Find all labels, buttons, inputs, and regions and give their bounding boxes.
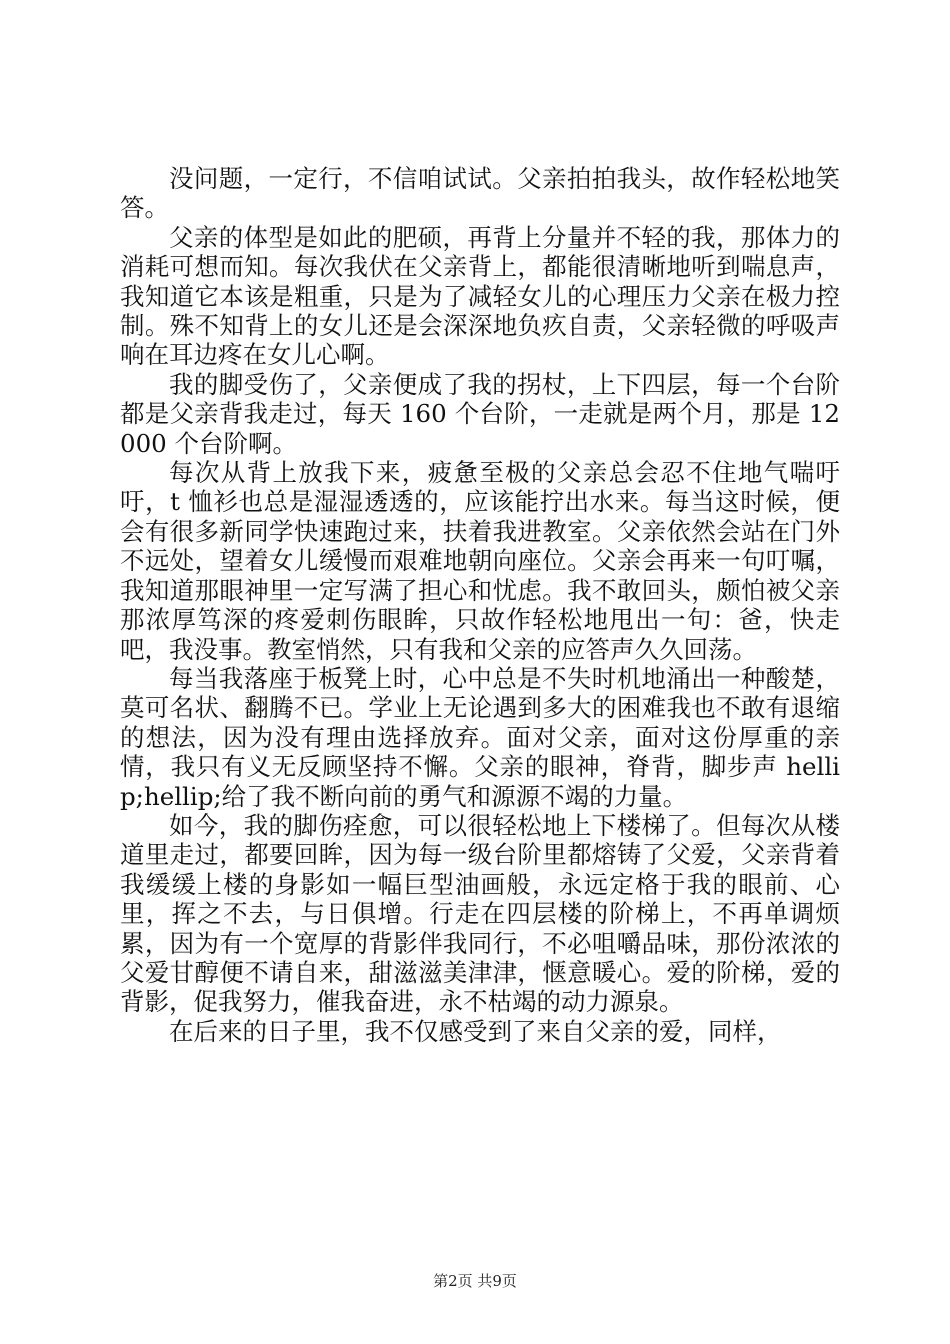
paragraph: 没问题，一定行，不信咱试试。父亲拍拍我头，故作轻松地笑答。: [120, 164, 840, 223]
paragraph: 在后来的日子里，我不仅感受到了来自父亲的爱，同样，: [169, 1016, 782, 1046]
paragraph: 每次从背上放我下来，疲惫至极的父亲总会忍不住地气喘吁吁，t 恤衫也总是湿湿透透的，应该能拧出水来。每当这时候，便会有很多新同学快速跑过来，扶着我进教室。父亲依然会站在门外不远处，望着女儿缓慢而艰难地朝向座位。父亲会再来一句叮嘱，我知道那眼神里一定写满了担心和忧虑。我不敢回头，颇怕被父亲那浓厚笃深的疼爱刺伤眼眸，只故作轻松地甩出一句：爸，快走吧，我没事。教室悄然，只有我和父亲的应答声久久回荡。: [120, 458, 840, 664]
page-footer: 第2页 共9页: [433, 1272, 517, 1290]
paragraph: 每当我落座于板凳上时，心中总是不失时机地涌出一种酸楚，莫可名状、翻腾不已。学业上无论遇到多大的困难我也不敢有退缩的想法，因为没有理由选择放弃。面对父亲，面对这份厚重的亲情，我只有义无反顾坚持不懈。父亲的眼神，脊背，脚步声 hellip;hellip;给了我不断向前的勇气和源源不竭的力量。: [120, 663, 840, 811]
body-text: [120, 164, 840, 1046]
paragraph: 我的脚受伤了，父亲便成了我的拐杖，上下四层，每一个台阶都是父亲背我走过，每天 160 个台阶，一走就是两个月，那是 12000 个台阶啊。: [120, 369, 840, 458]
paragraph: 父亲的体型是如此的肥硕，再背上分量并不轻的我，那体力的消耗可想而知。每次我伏在父亲背上，都能很清晰地听到喘息声，我知道它本该是粗重，只是为了减轻女儿的心理压力父亲在极力控制。殊不知背上的女儿还是会深深地负疚自责，父亲轻微的呼吸声响在耳边疼在女儿心啊。: [120, 222, 840, 370]
paragraph: 如今，我的脚伤痊愈，可以很轻松地上下楼梯了。但每次从楼道里走过，都要回眸，因为每一级台阶里都熔铸了父爱，父亲背着我缓缓上楼的身影如一幅巨型油画般，永远定格于我的眼前、心里，挥之不去，与日俱增。行走在四层楼的阶梯上，不再单调烦累，因为有一个宽厚的背影伴我同行，不必咀嚼品味，那份浓浓的父爱甘醇便不请自来，甜滋滋美津津，惬意暖心。爱的阶梯，爱的背影，促我努力，催我奋进，永不枯竭的动力源泉。: [120, 810, 840, 1017]
